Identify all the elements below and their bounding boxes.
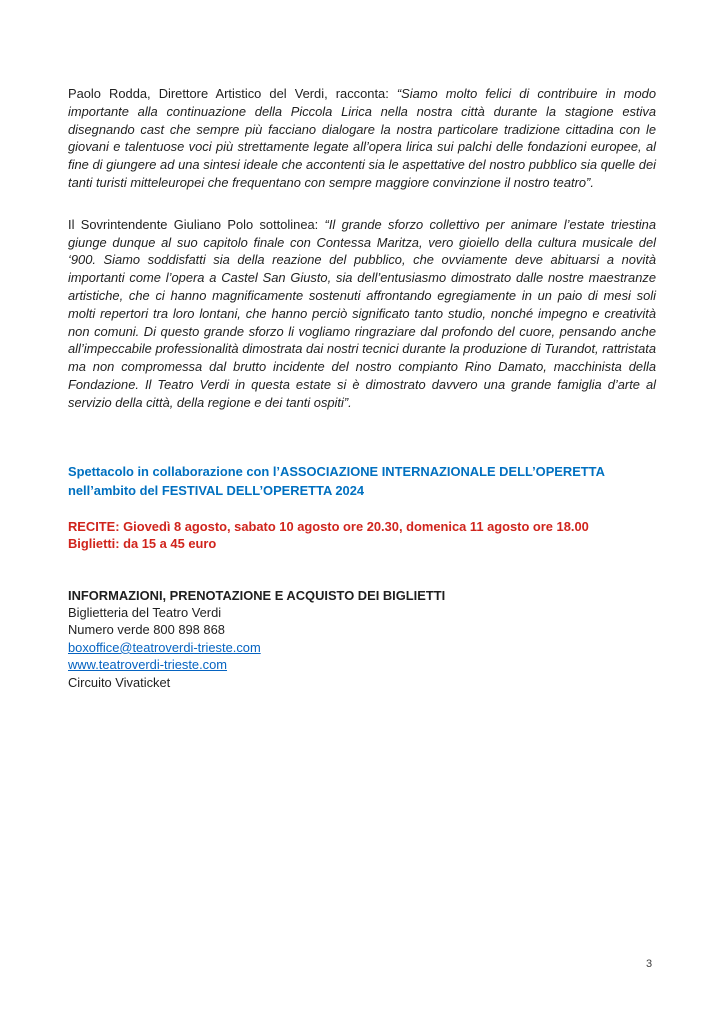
collaboration-note: Spettacolo in collaborazione con l’ASSOCIAZIONE INTERNAZIONALE DELL’OPERETTA nell’ambito del FESTIVAL DELL’OPERETTA 2024	[68, 463, 605, 498]
recite-line: RECITE: Giovedì 8 agosto, sabato 10 agosto ore 20.30, domenica 11 agosto ore 18.00	[68, 518, 589, 534]
page-number: 3	[646, 958, 653, 970]
rodda-quote: “Siamo molto felici di contribuire in modo importante alla continuazione della Piccola Lirica nella nostra città durante la stagione estiva disegnando cast che sempre più facciano dialogare la nostra particolare tradizione cittadina con le giovani e talentuose voci più strettamente legate all’opera lirica sui palchi delle fondazioni europee, al fine di giungere ad una sintesi ideale che accontenti sia le aspettative del nostro pubblico sia quelle dei tanti turisti mitteleuropei che frequentano con sempre maggiore convinzione il nostro teatro”.	[68, 86, 656, 190]
performance-schedule	[68, 518, 656, 553]
box-office-line: Biglietteria del Teatro Verdi	[68, 604, 222, 620]
circuit-line: Circuito Vivaticket	[68, 674, 171, 690]
website-line	[68, 656, 656, 673]
paragraph-rodda	[68, 85, 656, 192]
rodda-attribution: Paolo Rodda, Direttore Artistico del Verdi, racconta:	[68, 86, 397, 101]
tickets-line: Biglietti: da 15 a 45 euro	[68, 536, 217, 552]
polo-quote: “Il grande sforzo collettivo per animare l’estate triestina giunge dunque al suo capitolo finale con Contessa Maritza, vero gioiello della cultura musicale del ‘900. Siamo soddisfatti sia della reazione del pubblico, che ovviamente deve abituarsi a novità importanti come l’opera a Castel San Giusto, sia dell’entusiasmo dimostrato dalle nostre maestranze artistiche, che ci hanno magnificamente sostenuti affrontando egregiamente in un paio di mesi soli molti repertori tra loro lontani, che hanno perciò significato tanto studio, nonché impegno e creatività non comuni. Di questo grande sforzo li vogliamo ringraziare dal profondo del cuore, pensando anche all’impeccabile professionalità dimostrata dai nostri tecnici durante la produzione di Turandot, rattristata ma non compromessa dal brutto incidente del nostro compianto Rino Damato, macchinista della Fondazione. Il Teatro Verdi in questa estate si è dimostrato davvero una grande famiglia d’arte al servizio della città, della regione e dei tanti ospiti”.	[68, 216, 656, 410]
info-heading: INFORMAZIONI, PRENOTAZIONE E ACQUISTO DEI BIGLIETTI	[68, 587, 446, 603]
polo-attribution: Il Sovrintendente Giuliano Polo sottolinea:	[68, 216, 325, 232]
email-line	[68, 639, 656, 656]
email-link[interactable]: boxoffice@teatroverdi-trieste.com	[68, 639, 261, 655]
phone-line: Numero verde 800 898 868	[68, 622, 225, 638]
paragraph-polo	[68, 216, 656, 412]
info-block	[68, 587, 656, 691]
page-content	[68, 85, 656, 691]
website-link[interactable]: www.teatroverdi-trieste.com	[68, 657, 228, 673]
